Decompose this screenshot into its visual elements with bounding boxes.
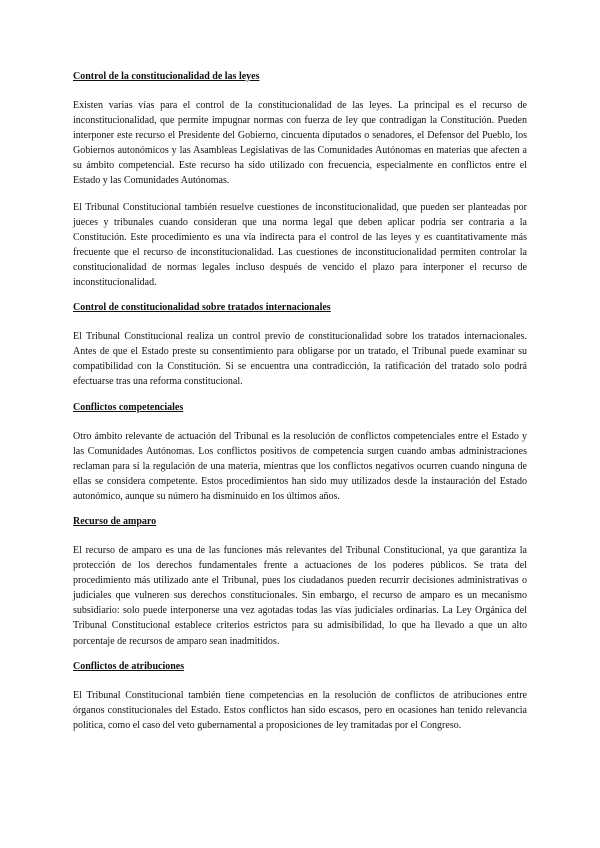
- section-heading: Control de la constitucionalidad de las leyes: [73, 71, 260, 82]
- section-tratados-internacionales: [73, 301, 527, 389]
- paragraph: Existen varias vías para el control de la constitucionalidad de las leyes. La principal es el recurso de inconstitucionalidad, que permite impugnar normas con fuerza de ley que contradigan la Constitución. Pueden interponer este recurso el Presidente del Gobierno, cincuenta diputados o senadores, el Defensor del Pueblo, los Gobiernos autonómicos y las Asambleas Legislativas de las Comunidades Autónomas en materias que afecten a su ámbito competencial. Este recurso ha sido utilizado con frecuencia, especialmente en conflictos entre el Estado y las Comunidades Autónomas.: [73, 100, 527, 187]
- paragraph: El Tribunal Constitucional realiza un control previo de constitucionalidad sobre los tratados internacionales. Antes de que el Estado preste su consentimiento para obligarse por un tratado, el Tribunal puede examinar su compatibilidad con la Constitución. Si se encuentra una contradicción, la ratificación del tratado solo podrá efectuarse tras una reforma constitucional.: [73, 331, 527, 388]
- section-conflictos-competenciales: [73, 401, 527, 504]
- section-heading: Recurso de amparo: [73, 515, 157, 527]
- section-heading: Conflictos competenciales: [73, 401, 184, 413]
- document-body: [73, 70, 527, 744]
- section-heading: Conflictos de atribuciones: [73, 660, 185, 672]
- paragraph: El Tribunal Constitucional también tiene competencias en la resolución de conflictos de atribuciones entre órganos constitucionales del Estado. Estos conflictos han sido escasos, pero en ocasiones han tenido relevancia política, como el caso del veto gubernamental a proposiciones de ley tramitadas por el Congreso.: [73, 689, 527, 731]
- paragraph: El recurso de amparo es una de las funciones más relevantes del Tribunal Constitucional, ya que garantiza la protección de los derechos fundamentales frente a actuaciones de los poderes públicos. Se trata del procedimiento más utilizado ante el Tribunal, pues los ciudadanos pueden recurrir decisiones administrativas o judiciales que vulneren sus derechos constitucionales. Sin embargo, el recurso de amparo es un mecanismo subsidiario: solo puede interponerse una vez agotadas todas las vías judiciales ordinarias. La Ley Orgánica del Tribunal Constitucional establece criterios estrictos para su admisibilidad, lo que ha llevado a que un alto porcentaje de recursos de amparo sean inadmitidos.: [73, 544, 527, 647]
- section-control-leyes: [73, 70, 527, 290]
- paragraph: Otro ámbito relevante de actuación del Tribunal es la resolución de conflictos competenciales entre el Estado y las Comunidades Autónomas. Los conflictos positivos de competencia surgen cuando ambas administraciones reclaman para sí la regulación de una materia, mientras que los conflictos negativos ocurren cuando ninguna de ellas se considera competente. Estos procedimientos han sido muy utilizados desde la instauración del Estado autonómico, aunque su número ha disminuido en los últimos años.: [73, 430, 527, 502]
- section-conflictos-atribuciones: [73, 660, 527, 733]
- section-recurso-amparo: [73, 515, 527, 649]
- paragraph: El Tribunal Constitucional también resuelve cuestiones de inconstitucionalidad, que pueden ser planteadas por jueces y tribunales cuando consideran que una norma legal que deben aplicar podría ser contraria a la Constitución. Este procedimiento es una vía indirecta para el control de las leyes y es cuantitativamente más frecuente que el recurso de inconstitucionalidad. Las cuestiones de inconstitucionalidad permiten controlar la constitucionalidad de normas legales incluso después de vencido el plazo para interponer el recurso de inconstitucionalidad.: [73, 201, 527, 289]
- section-heading: Control de constitucionalidad sobre tratados internacionales: [73, 302, 331, 314]
